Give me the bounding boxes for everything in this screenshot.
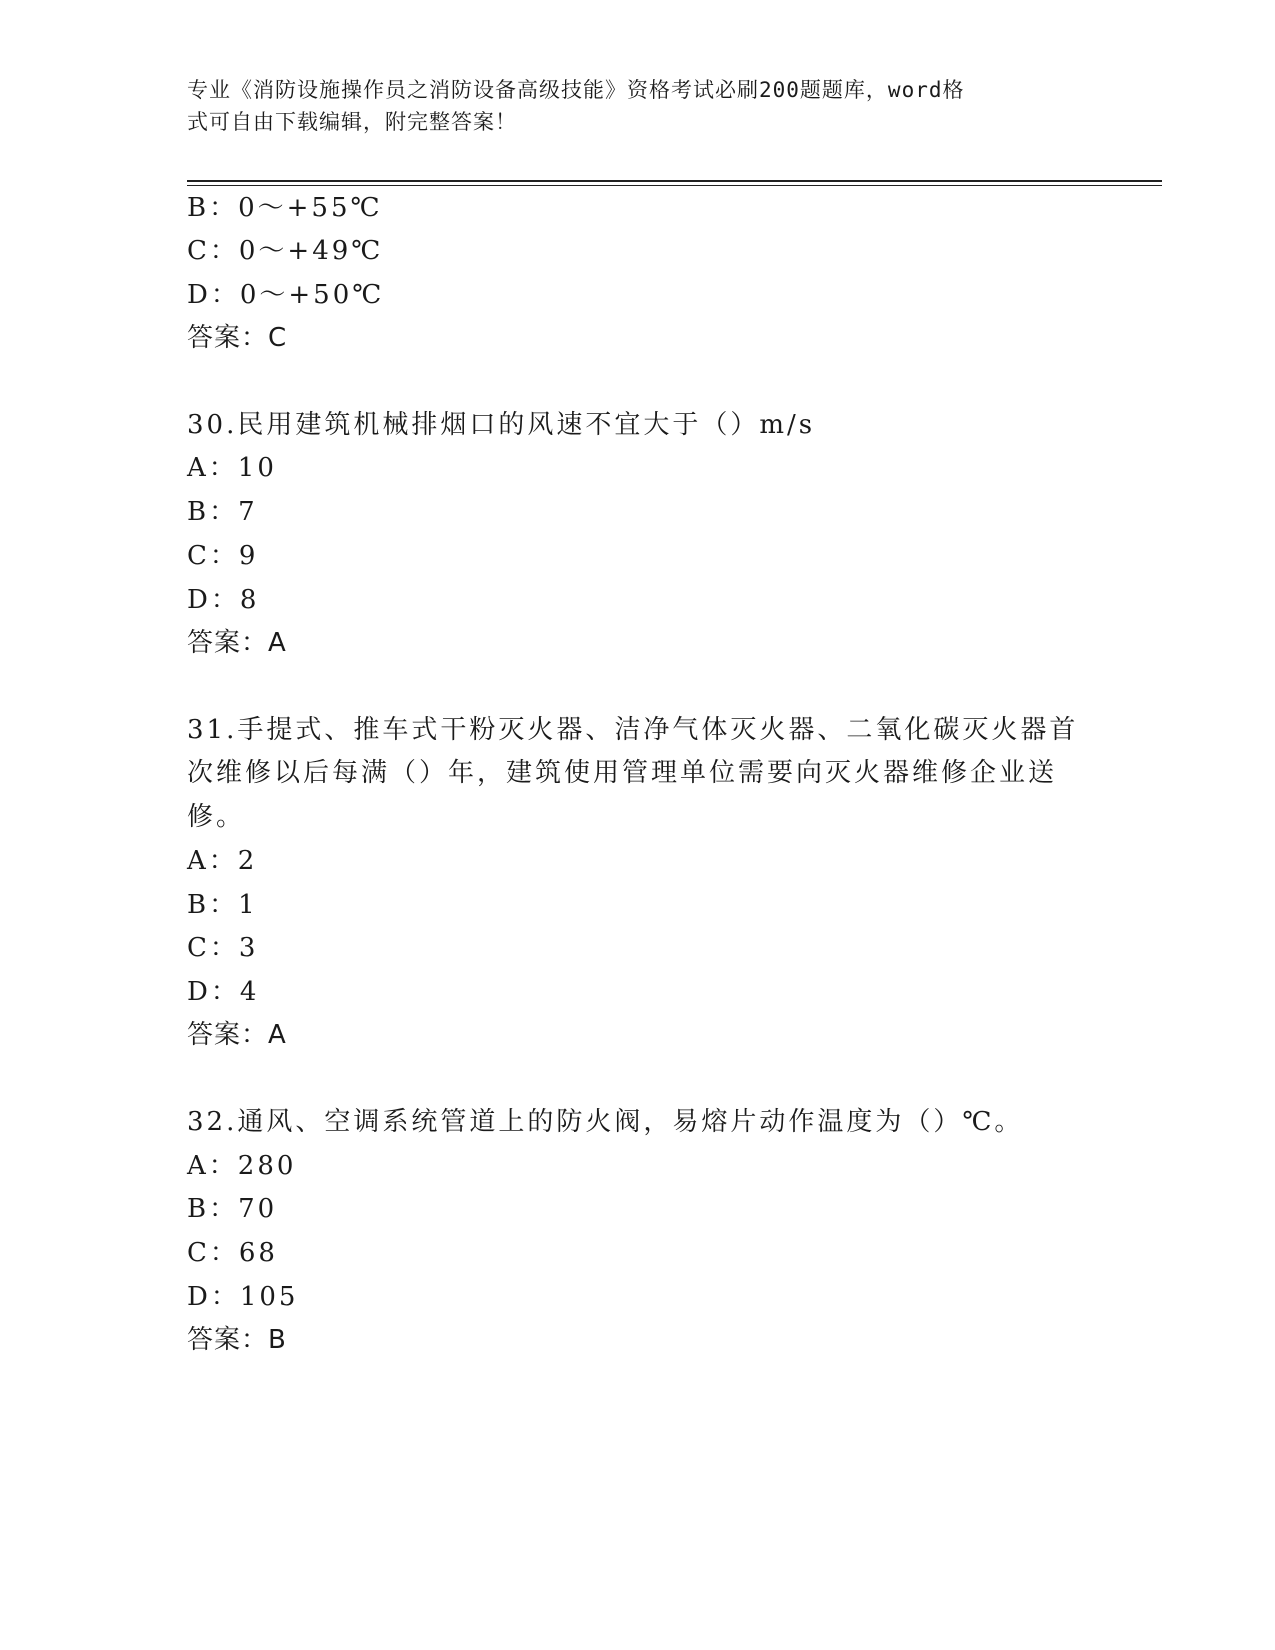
- question-30-option-b: B：7: [187, 497, 258, 527]
- prev-option-d: D：0～+50℃: [187, 280, 385, 310]
- header-line-2: 式可自由下载编辑，附完整答案！: [187, 110, 517, 134]
- question-31-option-a: A：2: [187, 846, 258, 876]
- question-32-option-c: C：68: [187, 1238, 278, 1268]
- question-30-option-c: C：9: [187, 541, 259, 571]
- question-32-option-d: D：105: [187, 1282, 299, 1312]
- header-divider-thin: [187, 185, 1162, 186]
- question-31-stem-line-1: 31.手提式、推车式干粉灭火器、洁净气体灭火器、二氧化碳灭火器首: [187, 715, 1079, 745]
- question-32-stem: 32.通风、空调系统管道上的防火阀，易熔片动作温度为（）℃。: [187, 1107, 1024, 1137]
- prev-answer: 答案：C: [187, 323, 288, 353]
- prev-option-b: B：0～+55℃: [187, 193, 383, 223]
- question-31-option-b: B：1: [187, 890, 258, 920]
- question-30-stem: 30.民用建筑机械排烟口的风速不宜大于（）m/s: [187, 410, 816, 440]
- question-30-answer: 答案：A: [187, 628, 287, 658]
- question-31-stem-line-3: 修。: [187, 802, 246, 832]
- question-32-option-a: A：280: [187, 1151, 297, 1181]
- question-31-answer: 答案：A: [187, 1020, 287, 1050]
- header-line-1: 专业《消防设施操作员之消防设备高级技能》资格考试必刷200题题库，word格: [187, 78, 965, 102]
- question-31-option-c: C：3: [187, 933, 259, 963]
- question-30-option-a: A：10: [187, 453, 277, 483]
- header-divider-thick: [187, 180, 1162, 182]
- question-32-option-b: B：70: [187, 1194, 278, 1224]
- question-30-option-d: D：8: [187, 585, 260, 615]
- prev-option-c: C：0～+49℃: [187, 236, 384, 266]
- document-header: [187, 74, 1087, 138]
- question-32-answer: 答案：B: [187, 1325, 287, 1355]
- question-31-stem-line-2: 次维修以后每满（）年，建筑使用管理单位需要向灭火器维修企业送: [187, 758, 1058, 788]
- question-31-option-d: D：4: [187, 977, 260, 1007]
